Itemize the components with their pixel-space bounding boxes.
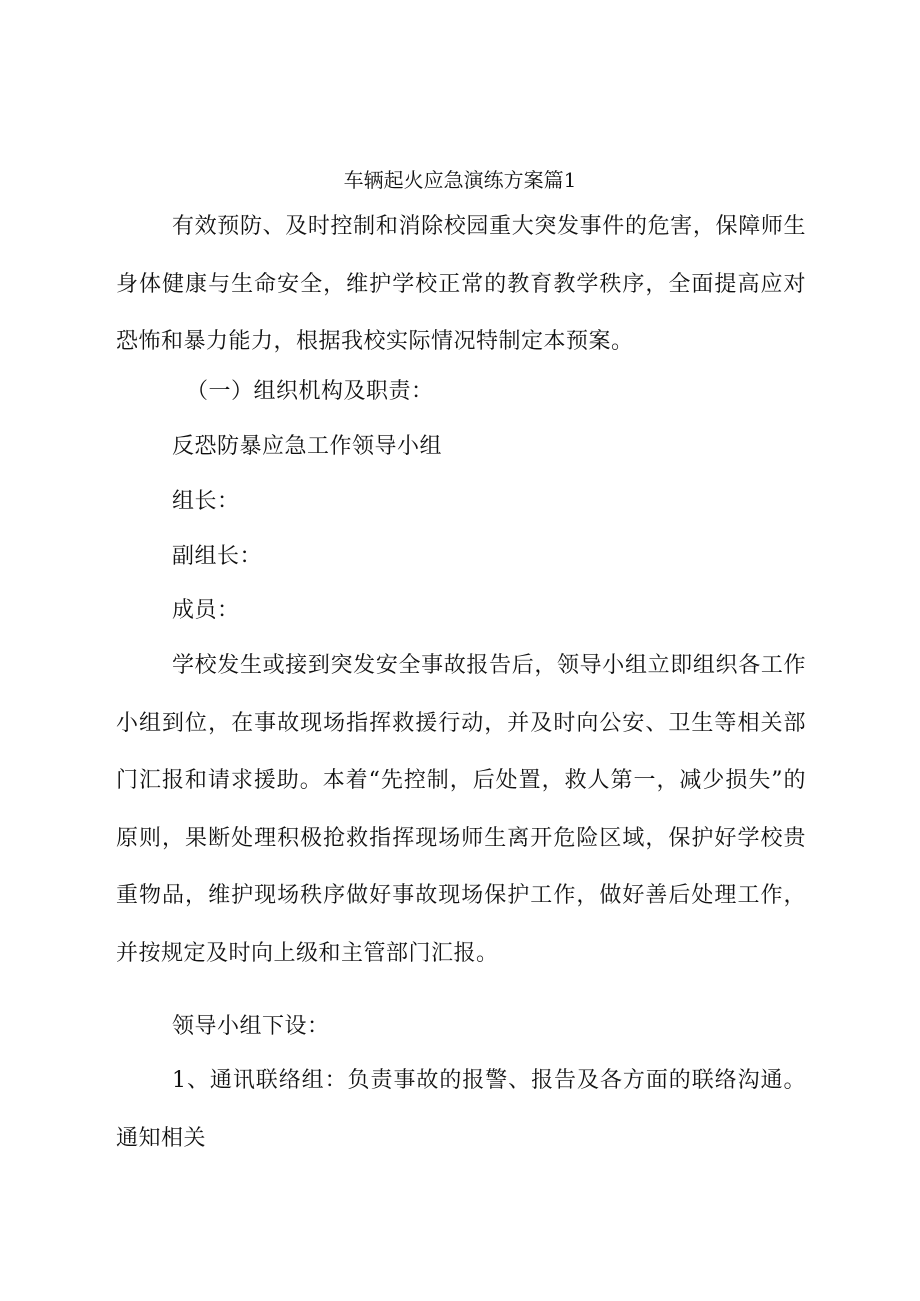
group-name: 反恐防暴应急工作领导小组: [172, 434, 443, 459]
response-paragraph: 学校发生或接到突发安全事故报告后，领导小组立即组织各工作小组到位，在事故现场指挥救援行动，并及时向公安、卫生等相关部门汇报和请求援助。本着“先控制，后处置，救人第一，减少损失”的原则，果断处理积极抢救指挥现场师生离开危险区域，保护好学校贵重物品，维护现场秩序做好事故现场保护工作，做好善后处理工作，并按规定及时向上级和主管部门汇报。: [116, 653, 806, 966]
leader-label: 组长：: [172, 489, 240, 514]
subgroups-label: 领导小组下设：: [172, 1014, 330, 1039]
section-heading: （一）组织机构及职责：: [186, 379, 434, 404]
members-label: 成员：: [172, 598, 240, 623]
deputy-leader-label: 副组长：: [172, 544, 263, 569]
intro-paragraph: 有效预防、及时控制和消除校园重大突发事件的危害，保障师生身体健康与生命安全，维护学校正常的教育教学秩序，全面提高应对恐怖和暴力能力，根据我校实际情况特制定本预案。: [116, 214, 806, 354]
document-title: 车辆起火应急演练方案篇1: [343, 168, 577, 192]
list-item: 1、通讯联络组：负责事故的报警、报告及各方面的联络沟通。通知相关: [116, 1068, 806, 1151]
